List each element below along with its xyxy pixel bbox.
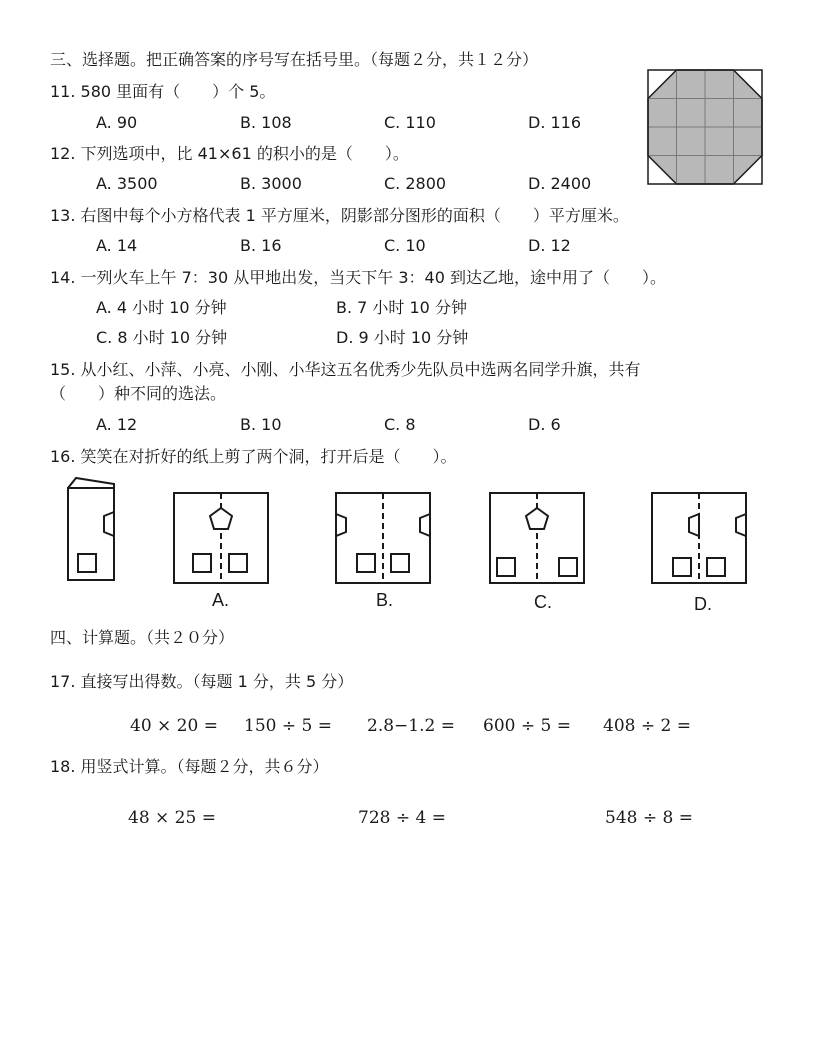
question-15-stem-continued: （ ）种不同的选法。	[50, 384, 227, 403]
q12-option-a: A. 3500	[96, 174, 158, 193]
q15-option-d: D. 6	[528, 415, 561, 434]
question-16-stem: 16. 笑笑在对折好的纸上剪了两个洞，打开后是（ ）。	[50, 447, 457, 466]
q14-option-d: D. 9 小时 10 分钟	[336, 328, 469, 347]
q17-item-4: 600 ÷ 5 =	[483, 716, 571, 736]
square-hole	[78, 554, 96, 572]
question-11-stem: 11. 580 里面有（ ）个 5。	[50, 82, 276, 101]
square-hole	[673, 558, 691, 576]
q12-option-d: D. 2400	[528, 174, 592, 193]
question-13-stem: 13. 右图中每个小方格代表 1 平方厘米，阴影部分图形的面积（ ）平方厘米。	[50, 206, 629, 225]
shaded-grid-figure	[648, 70, 762, 184]
square-hole	[559, 558, 577, 576]
half-pentagon-hole-right	[736, 514, 746, 536]
q13-option-a: A. 14	[96, 236, 138, 255]
option-b-figure	[335, 492, 431, 584]
option-a-figure	[173, 492, 269, 584]
question-17-stem: 17. 直接写出得数。（每题 1 分，共 5 分）	[50, 672, 354, 691]
q17-item-2: 150 ÷ 5 =	[244, 716, 332, 736]
section-heading-choice: 三、选择题。把正确答案的序号写在括号里。（每题２分，共１２分）	[50, 50, 539, 69]
q18-item-3: 548 ÷ 8 =	[605, 808, 693, 828]
q15-option-c: C. 8	[384, 415, 416, 434]
q12-option-c: C. 2800	[384, 174, 447, 193]
option-d-figure	[651, 492, 747, 584]
q14-option-b: B. 7 小时 10 分钟	[336, 298, 467, 317]
q14-option-c: C. 8 小时 10 分钟	[96, 328, 228, 347]
half-pentagon-hole-right	[420, 514, 430, 536]
q13-option-d: D. 12	[528, 236, 571, 255]
square-hole	[357, 554, 375, 572]
question-18-stem: 18. 用竖式计算。（每题２分，共６分）	[50, 757, 329, 776]
half-pentagon-hole-left	[689, 514, 699, 536]
square-hole	[193, 554, 211, 572]
half-pentagon-hole	[104, 512, 114, 536]
q15-option-a: A. 12	[96, 415, 138, 434]
section-heading-calculation: 四、计算题。（共２０分）	[50, 628, 235, 647]
q13-option-c: C. 10	[384, 236, 426, 255]
option-c-figure	[489, 492, 585, 584]
square-hole	[707, 558, 725, 576]
q18-item-1: 48 × 25 =	[128, 808, 216, 828]
figure-label-c: C.	[534, 592, 552, 612]
q15-option-b: B. 10	[240, 415, 282, 434]
square-hole	[497, 558, 515, 576]
square-hole	[229, 554, 247, 572]
question-14-stem: 14. 一列火车上午 7：30 从甲地出发，当天下午 3：40 到达乙地，途中用了（ ）。	[50, 268, 666, 287]
question-15-stem: 15. 从小红、小萍、小亮、小刚、小华这五名优秀少先队员中选两名同学升旗，共有	[50, 360, 641, 379]
square-hole	[391, 554, 409, 572]
q14-option-a: A. 4 小时 10 分钟	[96, 298, 227, 317]
question-12-stem: 12. 下列选项中，比 41×61 的积小的是（ ）。	[50, 144, 409, 163]
figure-label-a: A.	[212, 590, 230, 610]
half-pentagon-hole-left	[336, 514, 346, 536]
folded-paper-figure	[66, 476, 126, 582]
q11-option-a: A. 90	[96, 113, 138, 132]
q17-item-3: 2.8−1.2 =	[367, 716, 455, 736]
q12-option-b: B. 3000	[240, 174, 302, 193]
q17-item-5: 408 ÷ 2 =	[603, 716, 691, 736]
figure-label-d: D.	[694, 594, 712, 614]
q13-option-b: B. 16	[240, 236, 282, 255]
q17-item-1: 40 × 20 =	[130, 716, 218, 736]
q11-option-b: B. 108	[240, 113, 292, 132]
q11-option-c: C. 110	[384, 113, 436, 132]
q18-item-2: 728 ÷ 4 =	[358, 808, 446, 828]
figure-label-b: B.	[376, 590, 394, 610]
q11-option-d: D. 116	[528, 113, 582, 132]
